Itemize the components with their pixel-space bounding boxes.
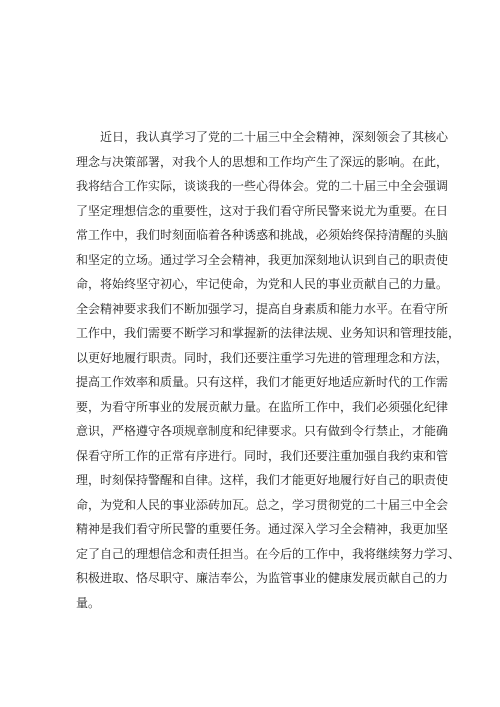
text-line: 了坚定理想信念的重要性，这对于我们看守所民警来说尤为重要。在日 [76, 203, 449, 218]
text-line: 我将结合工作实际，谈谈我的一些心得体会。党的二十届三中全会强调 [76, 179, 449, 193]
text-line: 意识，严格遵守各项规章制度和纪律要求。只有做到令行禁止，才能确 [76, 424, 449, 438]
text-line: 工作中，我们需要不断学习和掌握新的法律法规、业务知识和管理技能， [76, 326, 461, 340]
text-line: 定了自己的理想信念和责任担当。在今后的工作中，我将继续努力学习、 [76, 546, 461, 561]
text-line: 和坚定的立场。通过学习全会精神，我更加深刻地认识到自己的职责使 [76, 252, 449, 267]
text-line: 精神是我们看守所民警的重要任务。通过深入学习全会精神，我更加坚 [76, 522, 449, 536]
text-line: 命，将始终坚守初心，牢记使命，为党和人民的事业贡献自己的力量。 [76, 277, 449, 291]
text-line: 常工作中，我们时刻面临着各种诱惑和挑战，必须始终保持清醒的头脑 [76, 228, 449, 242]
text-line: 命，为党和人民的事业添砖加瓦。总之，学习贯彻党的二十届三中全会 [76, 497, 449, 512]
text-line: 理念与决策部署，对我个人的思想和工作均产生了深远的影响。在此， [76, 154, 449, 169]
text-line: 以更好地履行职责。同时，我们还要注重学习先进的管理理念和方法， [76, 350, 449, 365]
text-line: 积极进取、恪尽职守、廉洁奉公，为监管事业的健康发展贡献自己的力 [76, 571, 449, 585]
body-paragraph [76, 125, 461, 615]
text-line: 保看守所工作的正常有序进行。同时，我们还要注重加强自我约束和管 [76, 448, 449, 463]
text-line: 要，为看守所事业的发展贡献力量。在监所工作中，我们必须强化纪律 [76, 399, 449, 414]
text-line: 提高工作效率和质量。只有这样，我们才能更好地适应新时代的工作需 [76, 375, 449, 389]
text-line: 量。 [76, 595, 101, 610]
text-line: 理，时刻保持警醒和自律。这样，我们才能更好地履行好自己的职责使 [76, 473, 449, 487]
text-line: 近日，我认真学习了党的二十届三中全会精神，深刻领会了其核心 [100, 130, 449, 144]
text-line: 全会精神要求我们不断加强学习，提高自身素质和能力水平。在看守所 [76, 301, 449, 316]
